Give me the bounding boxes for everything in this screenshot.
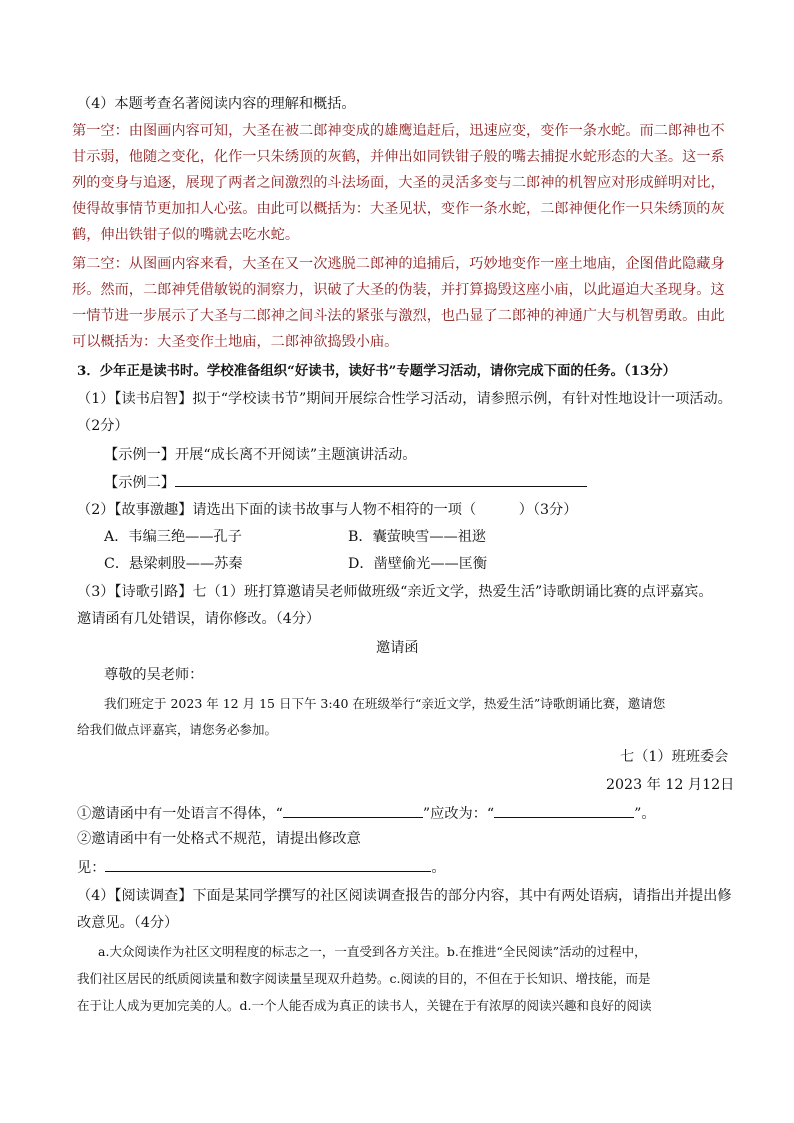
q3-sub1-end: ”。	[634, 806, 656, 822]
q3-sub2-line1: ②邀请函中有一处格式不规范，请提出修改意	[77, 831, 361, 847]
letter-heading: 邀请函	[376, 640, 419, 656]
option-d[interactable]: D．凿壁偷光——匡衡	[348, 556, 488, 572]
q3-part4-line2: 改意见。（4分）	[77, 915, 179, 931]
q3-sub1-corrected-blank[interactable]	[494, 803, 634, 818]
q3-part3-line1: （3）【诗歌引路】七（1）班打算邀请吴老师做班级“亲近文学，热爱生活”诗歌朗诵比赛的点评嘉宾。	[77, 584, 713, 600]
letter-signature: 七（1）班班委会	[620, 749, 729, 765]
report-line: a.大众阅读作为社区文明程度的标志之一，一直受到各方关注。b.在推进“全民阅读”活动的过程中，	[98, 944, 647, 959]
answer-blank1-line: 甘示弱，他随之变化，化作一只朱绣顶的灰鹤，并伸出如同铁钳子般的嘴去捕捉水蛇形态的大圣。这一系	[72, 149, 725, 165]
answer-blank2-line: 可以概括为：大圣变作土地庙，二郎神欲捣毁小庙。	[72, 334, 399, 350]
q3-sub1-mid: ”应改为：“	[422, 806, 495, 822]
q3-part4-line1: （4）【阅读调查】下面是某同学撰写的社区阅读调查报告的部分内容，其中有两处语病，请指出并提出修	[77, 888, 732, 904]
q3-sub1-row	[77, 803, 656, 824]
example-one: 【示例一】开展“成长离不开阅读”主题演讲活动。	[104, 447, 417, 463]
q3-part1-line2: （2分）	[77, 418, 129, 434]
q3-sub1-original-blank[interactable]	[283, 803, 423, 818]
report-line: 我们社区居民的纸质阅读量和数字阅读量呈现双升趋势。c.阅读的目的，不但在于长知识、增技能，而是	[77, 971, 651, 986]
option-a[interactable]: A．韦编三绝——孔子	[104, 529, 242, 545]
letter-date: 2023 年 12 月12日	[606, 777, 735, 793]
option-c[interactable]: C．悬梁刺股——苏秦	[104, 556, 243, 572]
option-b[interactable]: B．囊萤映雪——祖逖	[348, 529, 487, 545]
q3-part3-line2: 邀请函有几处错误，请你修改。（4分）	[77, 611, 321, 627]
letter-body-line2: 给我们做点评嘉宾，请您务必参加。	[77, 722, 278, 737]
q3-sub2-row	[77, 857, 446, 878]
q3-title: 3．少年正是读书时。学校准备组织“好读书，读好书”专题学习活动，请你完成下面的任务。（13分）	[77, 363, 677, 379]
example-two-answer-blank[interactable]	[175, 472, 587, 487]
report-line: 在于让人成为更加完美的人。d.一个人能否成为真正的读书人，关键在于有浓厚的阅读兴趣和良好的阅读	[77, 998, 652, 1013]
answer-blank2-line: 第二空：从图画内容来看，大圣在又一次逃脱二郎神的追捕后，巧妙地变作一座土地庙，企图借此隐藏身	[72, 256, 725, 272]
answer-q4-heading: （4）本题考查名著阅读内容的理解和概括。	[77, 96, 356, 112]
answer-blank1-line: 第一空：由图画内容可知，大圣在被二郎神变成的雄鹰追赶后，迅速应变，变作一条水蛇。而二郎神也不	[72, 123, 725, 139]
q3-sub2-end: 。	[431, 860, 446, 876]
q3-part1-line1: （1）【读书启智】拟于“学校读书节”期间开展综合性学习活动，请参照示例，有针对性地设计一项活动。	[77, 391, 732, 407]
q3-sub2-prefix: 见：	[77, 860, 106, 876]
letter-body-line1: 我们班定于 2023 年 12 月 15 日下午 3:40 在班级举行“亲近文学，热爱生活”诗歌朗诵比赛，邀请您	[104, 696, 666, 711]
letter-salutation: 尊敬的吴老师：	[104, 667, 204, 683]
answer-blank2-line: 一情节进一步展示了大圣与二郎神之间斗法的紧张与激烈，也凸显了二郎神的神通广大与机智勇敢。由此	[72, 308, 725, 324]
example-two-row	[104, 472, 587, 493]
q3-part2: （2）【故事激趣】请选出下面的读书故事与人物不相符的一项（ ）（3分）	[77, 502, 578, 518]
answer-blank1-line: 鹤，伸出铁钳子似的嘴就去吃水蛇。	[72, 227, 300, 243]
answer-blank1-line: 使得故事情节更加扣人心弦。由此可以概括为：大圣见状，变作一条水蛇，二郎神便化作一只朱绣顶的灰	[72, 201, 725, 217]
answer-blank1-line: 列的变身与追逐，展现了两者之间激烈的斗法场面，大圣的灵活多变与二郎神的机智应对形成鲜明对比，	[72, 175, 725, 191]
q3-sub1-prompt: ①邀请函中有一处语言不得体，“	[77, 806, 283, 822]
example-two-label: 【示例二】	[104, 475, 175, 491]
q3-sub2-answer-blank[interactable]	[105, 857, 431, 872]
answer-blank2-line: 形。然而，二郎神凭借敏锐的洞察力，识破了大圣的伪装，并打算捣毁这座小庙，以此逼迫大圣现身。这	[72, 282, 725, 298]
